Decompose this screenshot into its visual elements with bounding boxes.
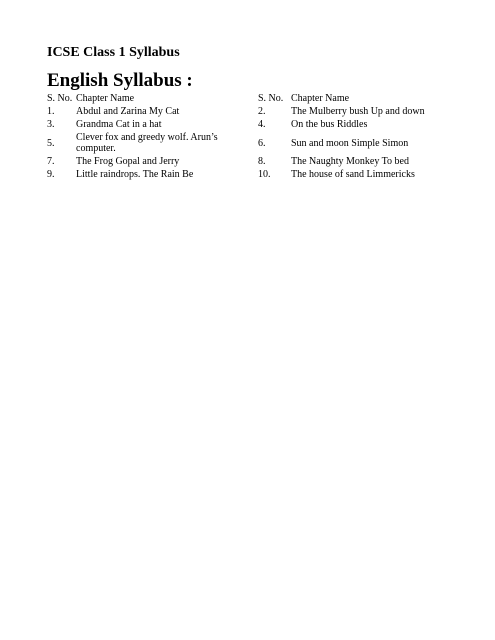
table-row <box>45 118 451 131</box>
row-chapter-left: Clever fox and greedy wolf. Arun’s computer. <box>76 132 218 154</box>
header-sno-left: S. No. <box>47 93 73 104</box>
row-chapter-right: The Mulberry bush Up and down <box>291 106 425 117</box>
row-sno-right: 2. <box>258 106 266 117</box>
table-header-row <box>45 92 451 105</box>
document-title: ICSE Class 1 Syllabus <box>47 45 180 60</box>
row-chapter-left: Grandma Cat in a hat <box>76 119 162 130</box>
row-chapter-left: The Frog Gopal and Jerry <box>76 156 180 167</box>
row-sno-right: 10. <box>258 169 271 180</box>
syllabus-table <box>45 92 451 181</box>
table-row <box>45 168 451 181</box>
table-row <box>45 131 451 155</box>
row-sno-left: 9. <box>47 169 55 180</box>
row-sno-right: 8. <box>258 156 266 167</box>
header-chapter-right: Chapter Name <box>291 93 350 104</box>
table-row <box>45 105 451 118</box>
header-sno-right: S. No. <box>258 93 284 104</box>
row-chapter-right: The house of sand Limmericks <box>291 169 415 180</box>
row-chapter-left: Little raindrops. The Rain Be <box>76 169 194 180</box>
row-sno-left: 1. <box>47 106 55 117</box>
row-chapter-left: Abdul and Zarina My Cat <box>76 106 180 117</box>
row-chapter-right: The Naughty Monkey To bed <box>291 156 409 167</box>
row-sno-right: 4. <box>258 119 266 130</box>
row-chapter-right: On the bus Riddles <box>291 119 368 130</box>
table-row <box>45 155 451 168</box>
row-sno-right: 6. <box>258 137 266 149</box>
header-chapter-left: Chapter Name <box>76 93 135 104</box>
section-title: English Syllabus : <box>47 70 193 91</box>
row-sno-left: 5. <box>47 137 55 149</box>
row-sno-left: 7. <box>47 156 55 167</box>
row-sno-left: 3. <box>47 119 55 130</box>
row-chapter-right: Sun and moon Simple Simon <box>291 137 409 149</box>
